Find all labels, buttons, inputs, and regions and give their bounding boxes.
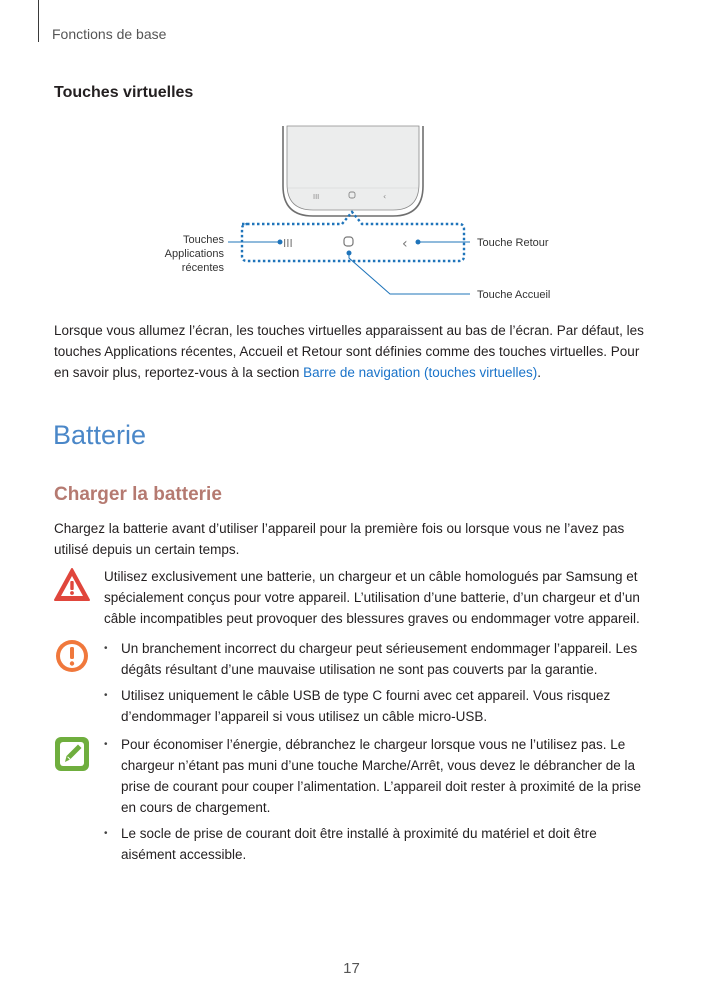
svg-text:III: III — [313, 193, 320, 201]
header-section-title: Fonctions de base — [52, 26, 167, 42]
list-item: • Un branchement incorrect du chargeur peut sérieusement endommager l’appareil. Les dégâts résultant d’une mauvaise utilisation ne sont pas couverts par la garantie. — [104, 638, 654, 680]
svg-text:‹: ‹ — [383, 192, 387, 201]
note-list — [104, 734, 654, 870]
list-item: • Le socle de prise de courant doit être installé à proximité du matériel et doit être aisément accessible. — [104, 823, 654, 865]
home-key-label: Touche Accueil — [477, 289, 551, 301]
back-icon: ‹ — [402, 236, 408, 252]
note-pencil-icon — [53, 735, 91, 773]
header-rule — [38, 0, 39, 42]
callout-bubble — [242, 212, 464, 261]
recent-apps-label: Touches Applications récentes — [164, 234, 224, 274]
charging-subsection-title: Charger la batterie — [54, 484, 222, 505]
virtual-keys-title: Touches virtuelles — [54, 84, 194, 101]
back-key-label: Touche Retour — [477, 237, 549, 249]
home-icon — [344, 237, 353, 246]
warning-triangle-icon — [53, 566, 91, 604]
battery-section-title: Batterie — [53, 420, 147, 450]
list-item: • Pour économiser l’énergie, débranchez le chargeur lorsque vous ne l’utilisez pas. Le chargeur n’étant pas muni d’une touche Marche/Arrêt, vous devez le débrancher de la prise de courant pour couper l’alimentation. L’appareil doit rester à proximité de la prise en cours de chargement. — [104, 734, 654, 818]
phone-illustration — [283, 126, 423, 216]
charging-intro: Chargez la batterie avant d’utiliser l’appareil pour la première fois ou lorsque vous ne l’avez pas utilisé depuis un certain temps. — [54, 521, 625, 557]
navigation-bar-illustration — [150, 122, 570, 312]
page-number: 17 — [343, 960, 360, 977]
list-item: • Utilisez uniquement le câble USB de type C fourni avec cet appareil. Vous risquez d’endommager l’appareil si vous utilisez un câble micro-USB. — [104, 685, 654, 727]
warning-text: Utilisez exclusivement une batterie, un chargeur et un câble homologués par Samsung et spécialement conçus pour votre appareil. L’utilisation d’une batterie, d’un chargeur et d’un câble incompatibles peut provoquer des blessures graves ou endommager votre appareil. — [104, 569, 640, 626]
navigation-bar-link[interactable]: Barre de navigation (touches virtuelles) — [303, 365, 538, 380]
caution-exclamation-icon — [53, 637, 91, 675]
virtual-keys-description: Lorsque vous allumez l’écran, les touches virtuelles apparaissent au bas de l’écran. Par défaut, les touches Applications récentes, Accueil et Retour sont définies comme des touches virtuelles. Pour en savoir plus, reportez-vous à la section Barre de navigation (touches virtuelles). — [54, 323, 644, 380]
recent-apps-icon: III — [283, 237, 293, 250]
caution-list — [104, 638, 654, 732]
